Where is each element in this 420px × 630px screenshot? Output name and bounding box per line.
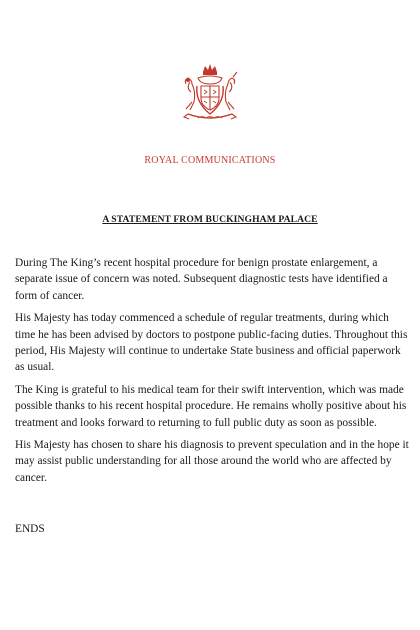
office-heading: ROYAL COMMUNICATIONS [144, 155, 276, 166]
royal-coat-of-arms-icon [180, 62, 240, 124]
statement-title: A STATEMENT FROM BUCKINGHAM PALACE [102, 214, 318, 225]
statement-body [15, 255, 410, 492]
paragraph: The King is grateful to his medical team for their swift intervention, which was made possible thanks to his recent hospital procedure. He remains wholly positive about his treatment and looks forward to returning to full public duty as soon as possible. [15, 383, 407, 429]
paragraph: His Majesty has today commenced a schedule of regular treatments, during which time he has been advised by doctors to postpone public-facing duties. Throughout this period, His Majesty will continue to undertake State business and official paperwork as usual. [15, 312, 408, 374]
ends-marker: ENDS [15, 523, 45, 535]
paragraph: During The King’s recent hospital procedure for benign prostate enlargement, a separate issue of concern was noted. Subsequent diagnostic tests have identified a form of cancer. [15, 257, 388, 302]
paragraph: His Majesty has chosen to share his diagnosis to prevent speculation and in the hope it may assist public understanding for all those around the world who are affected by cancer. [15, 439, 409, 484]
